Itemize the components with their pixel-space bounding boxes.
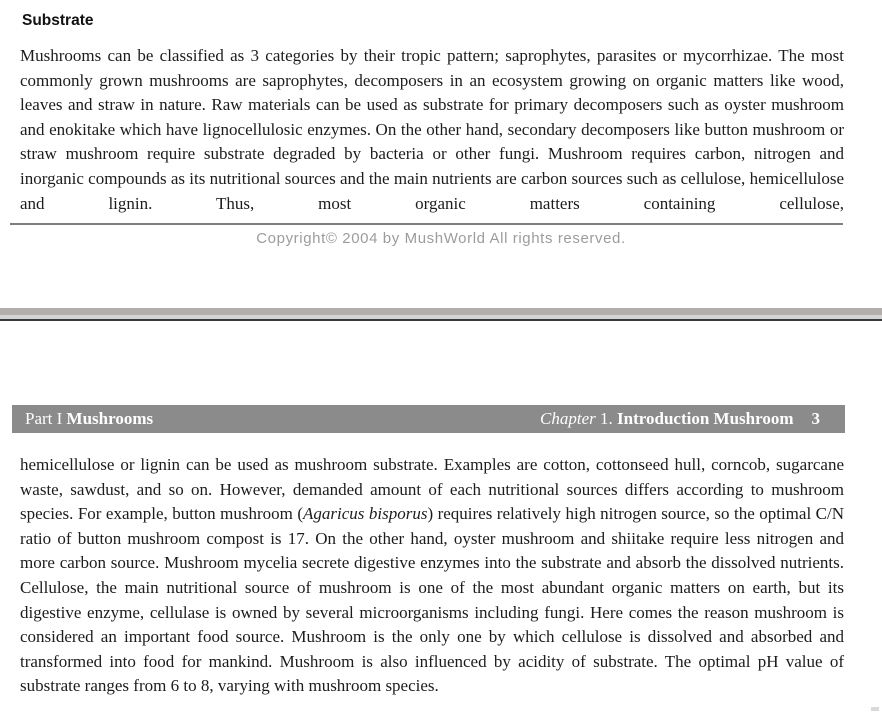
running-header xyxy=(12,405,845,433)
part-title: Mushrooms xyxy=(66,409,154,428)
paragraph-segment: hemicellulose or lignin can be used as mushroom substrate. Examples are cotton, cottonseed hull, corncob, sugarcane waste, sawdust, and so on. However, demanded amount of each nutritional sources differs according to mushroom species. For example, button mushroom ( xyxy=(20,455,844,524)
chapter-number: 1. xyxy=(600,409,613,428)
chapter-title: Introduction Mushroom xyxy=(617,409,794,428)
part-label: Part I xyxy=(25,409,63,428)
footer-divider xyxy=(10,223,843,225)
page-2-top xyxy=(0,321,882,714)
chapter-label: Chapter xyxy=(540,409,596,428)
page-1-bottom xyxy=(0,0,882,308)
section-heading: Substrate xyxy=(22,12,94,29)
copyright-text: Copyright© 2004 by MushWorld All rights reserved. xyxy=(256,230,626,247)
corner-artifact xyxy=(871,707,879,711)
running-header-left xyxy=(25,405,153,433)
body-paragraph-2 xyxy=(20,453,844,699)
page-number: 3 xyxy=(811,409,820,428)
running-header-right xyxy=(540,405,820,433)
paragraph-segment: ) requires relatively high nitrogen source, so the optimal C/N ratio of button mushroom compost is 17. On the other hand, oyster mushroom and shiitake require less nitrogen and more carbon source. Mushroom mycelia secrete digestive enzymes into the substrate and absorb the dissolved nutrients. Cellulose, the main nutritional source of mushroom is one of the most abundant organic matters on earth, but its digestive enzyme, cellulase is owned by several microorganisms including fungi. Here comes the reason mushroom is considered an important food source. Mushroom is the only one by which cellulose is dissolved and absorbed and transformed into food for mankind. Mushroom is also influenced by acidity of substrate. The optimal pH value of substrate ranges from 6 to 8, varying with mushroom species. xyxy=(20,504,844,696)
body-paragraph-1: Mushrooms can be classified as 3 categories by their tropic pattern; saprophytes, parasites or mycorrhizae. The most commonly grown mushrooms are saprophytes, decomposers in an ecosystem growing on organic matters like wood, leaves and straw in nature. Raw materials can be used as substrate for primary decomposers such as oyster mushroom and enokitake which have lignocellulosic enzymes. On the other hand, secondary decomposers like button mushroom or straw mushroom require substrate degraded by bacteria or other fungi. Mushroom requires carbon, nitrogen and inorganic compounds as its nutritional sources and the main nutrients are carbon sources such as cellulose, hemicellulose and lignin. Thus, most organic matters containing cellulose, xyxy=(20,46,844,213)
species-name-italic: Agaricus bisporus xyxy=(303,504,428,524)
page-gap-shadow-band xyxy=(0,308,882,315)
